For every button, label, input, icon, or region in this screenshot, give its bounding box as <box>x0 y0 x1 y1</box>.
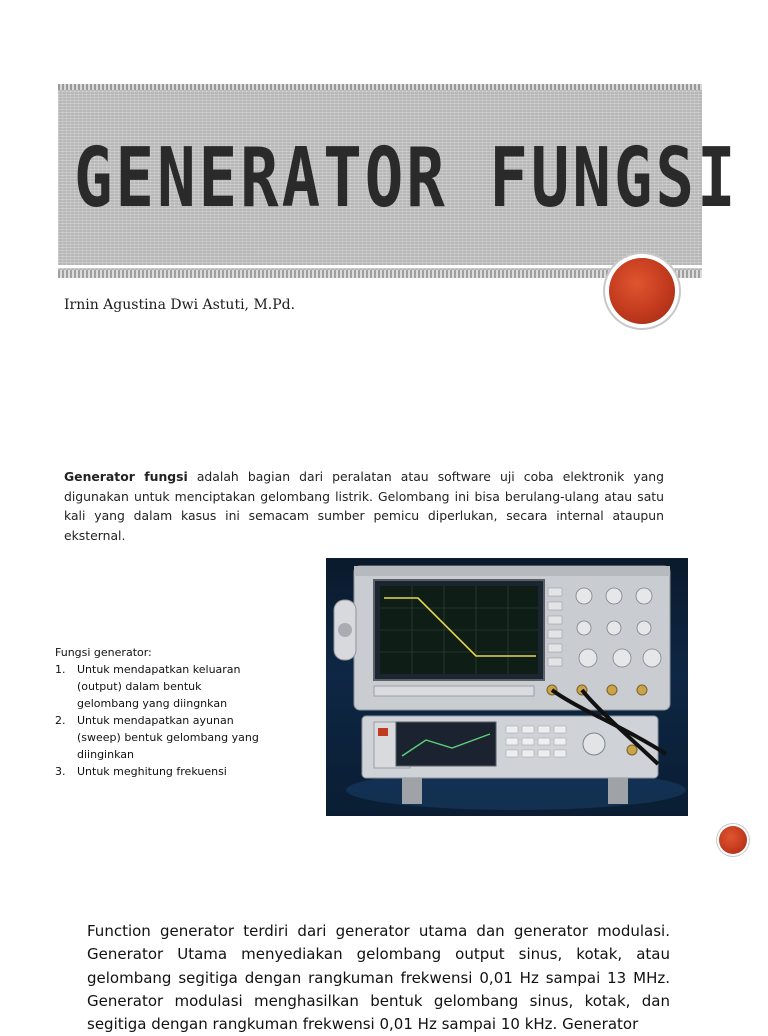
slide-title: GENERATOR FUNGSI <box>74 132 739 227</box>
function-generator-paragraph: Function generator terdiri dari generator utama dan generator modulasi. Generator Utama menyediakan gelombang output sinus, kotak, atau gelombang segitiga dengan rangkuman frekwensi 0,01 Hz sampai 13 MHz. Generator modulasi menghasilkan bentuk gelombang sinus, kotak, dan segitiga dengan rangkuman frekwensi 0,01 Hz sampai 10 kHz. Generator <box>87 922 670 1034</box>
oscilloscope-photo <box>326 558 688 816</box>
list-item-number: 1. <box>55 663 66 676</box>
red-circle-icon-small <box>719 826 747 854</box>
list-item-text: Untuk mendapatkan keluaran (output) dalam bentuk gelombang yang diingnkan <box>77 663 241 710</box>
oscilloscope-illustration <box>326 558 688 816</box>
fungsi-items <box>55 661 260 780</box>
list-item-text: Untuk mendapatkan ayunan (sweep) bentuk gelombang yang diinginkan <box>77 714 259 761</box>
list-item-number: 2. <box>55 714 66 727</box>
author-name: Irnin Agustina Dwi Astuti, M.Pd. <box>64 297 296 313</box>
list-item <box>55 661 260 712</box>
fungsi-generator-list <box>55 644 260 780</box>
list-item <box>55 712 260 763</box>
list-item-number: 3. <box>55 765 66 778</box>
definition-term: Generator fungsi <box>64 469 188 484</box>
list-item-text: Untuk meghitung frekuensi <box>77 765 227 778</box>
banner-gap <box>58 265 702 268</box>
definition-text: adalah bagian dari peralatan atau software uji coba elektronik yang digunakan untuk menciptakan gelombang listrik. Gelombang ini bisa berulang-ulang atau satu kali yang dalam kasus ini semacam sumber pemicu diperlukan, secara internal ataupun eksternal. <box>64 469 665 543</box>
banner-top-stripe <box>58 84 702 90</box>
red-circle-icon <box>609 258 675 324</box>
fungsi-heading: Fungsi generator: <box>55 646 152 659</box>
list-item <box>55 763 260 780</box>
definition-paragraph <box>64 467 664 545</box>
banner-bottom-stripe <box>58 270 702 278</box>
